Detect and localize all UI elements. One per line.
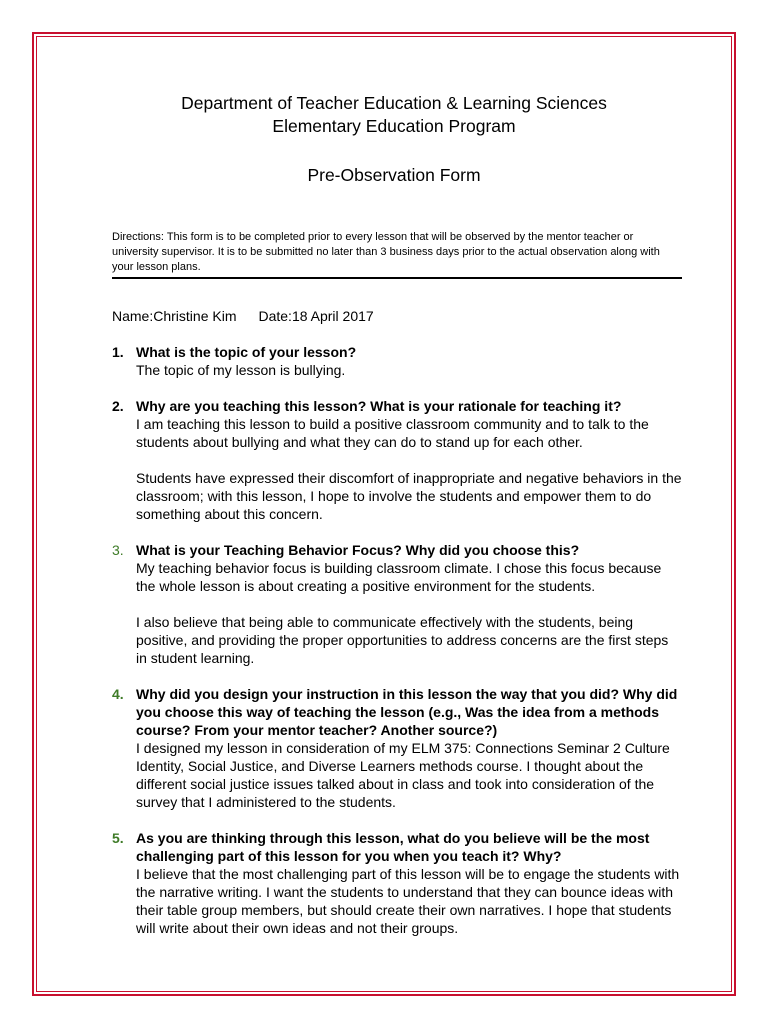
answer-text: I also believe that being able to communicate effectively with the students, being positive, and providing the proper opportunities to address concerns are the first steps in student learning. <box>136 614 669 666</box>
program-title: Elementary Education Program <box>272 116 516 136</box>
question-item <box>112 685 682 811</box>
question-text: Why did you design your instruction in this lesson the way that you did? Why did you choose this way of teaching the lesson (e.g., Was the idea from a methods course? From your mentor teacher? Another source?) <box>136 686 678 738</box>
answer-text: I believe that the most challenging part of this lesson will be to engage the students with the narrative writing. I want the students to understand that they can bounce ideas with their table group members, but should create their own narratives. I hope that students will write about their own ideas and not their groups. <box>136 866 680 936</box>
question-number: 4. <box>112 686 124 702</box>
form-content <box>112 92 682 955</box>
question-list <box>112 343 682 937</box>
question-text: What is the topic of your lesson? <box>136 344 357 360</box>
question-text: Why are you teaching this lesson? What is your rationale for teaching it? <box>136 398 622 414</box>
form-header <box>106 92 682 138</box>
form-title: Pre-Observation Form <box>307 165 481 185</box>
question-number: 2. <box>112 398 124 414</box>
answer-text: The topic of my lesson is bullying. <box>136 362 346 378</box>
question-item <box>112 343 682 379</box>
directions-text: Directions: This form is to be completed prior to every lesson that will be observed by the mentor teacher or university supervisor. It is to be submitted no later than 3 business days prior to the actual observation along with your lesson plans. <box>112 230 682 279</box>
answer-text: My teaching behavior focus is building classroom climate. I chose this focus because the whole lesson is about creating a positive environment for the students. <box>136 560 662 594</box>
question-number: 1. <box>112 344 124 360</box>
student-name: Name:Christine Kim <box>112 308 237 324</box>
department-title: Department of Teacher Education & Learning Sciences <box>181 93 607 113</box>
question-item <box>112 541 682 667</box>
answer-text: Students have expressed their discomfort of inappropriate and negative behaviors in the classroom; with this lesson, I hope to involve the students and empower them to do something about this concern. <box>136 470 682 522</box>
question-number: 3. <box>112 542 124 558</box>
question-text: What is your Teaching Behavior Focus? Why did you choose this? <box>136 542 580 558</box>
question-text: As you are thinking through this lesson, what do you believe will be the most challenging part of this lesson for you when you teach it? Why? <box>136 830 650 864</box>
question-number: 5. <box>112 830 124 846</box>
answer-text: I am teaching this lesson to build a positive classroom community and to talk to the students about bullying and what they can do to stand up for each other. <box>136 416 649 450</box>
question-item <box>112 829 682 937</box>
answer-text: I designed my lesson in consideration of my ELM 375: Connections Seminar 2 Culture Identity, Social Justice, and Diverse Learners methods course. I thought about the different social justice issues talked about in class and took into consideration of the survey that I administered to the students. <box>136 740 670 810</box>
question-item <box>112 397 682 523</box>
name-date-line <box>112 307 682 325</box>
observation-date: Date:18 April 2017 <box>258 308 374 324</box>
